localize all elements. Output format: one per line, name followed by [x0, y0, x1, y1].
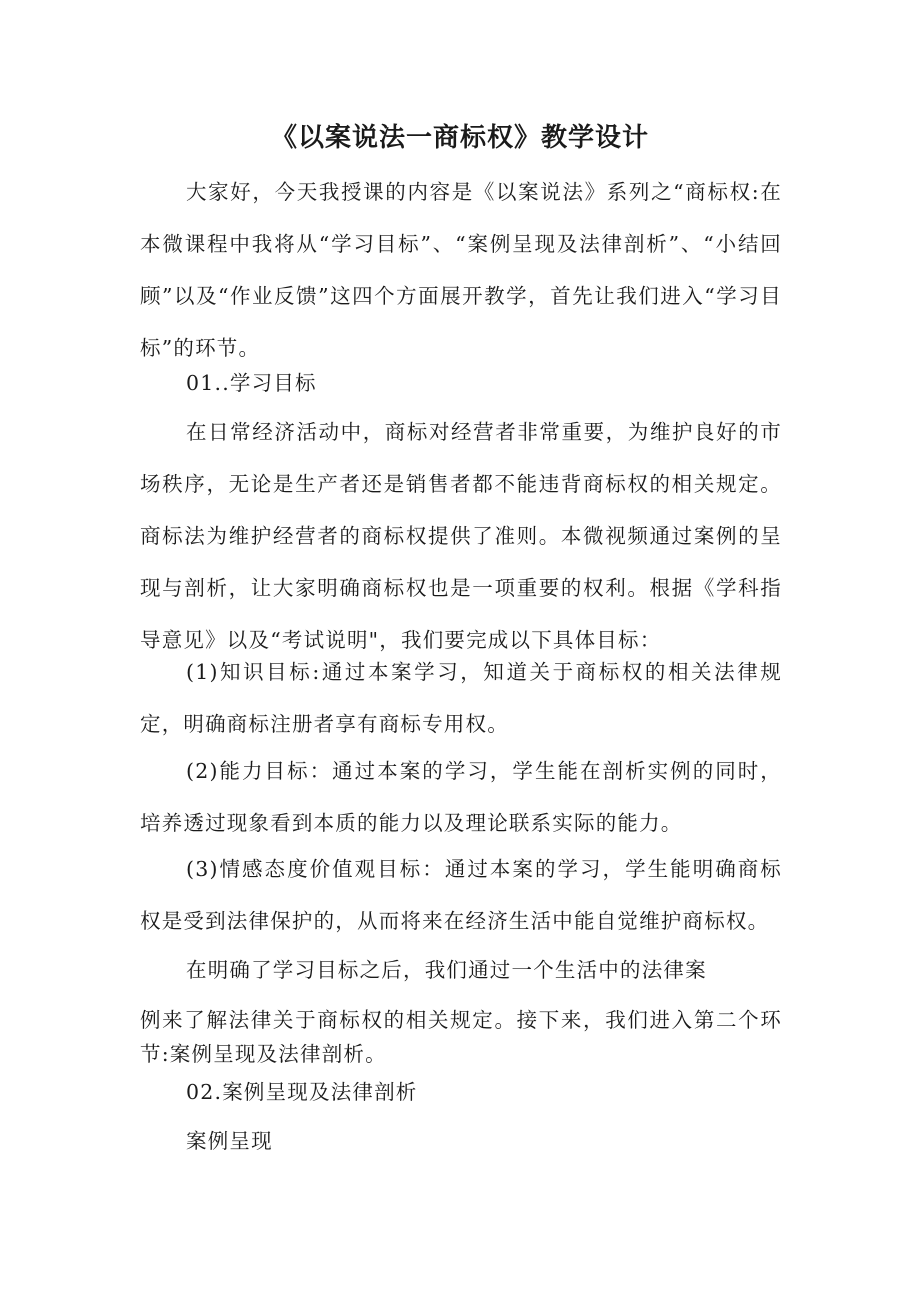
goal-knowledge: (1)知识目标:通过本案学习，知道关于商标权的相关法律规定，明确商标注册者享有商标专用权。 [140, 660, 782, 736]
section1-heading: 01..学习目标 [186, 371, 317, 395]
transition-line-1: 在明确了学习目标之后，我们通过一个生活中的法律案 [186, 958, 707, 982]
section1-paragraph: 在日常经济活动中，商标对经营者非常重要，为维护良好的市场秩序，无论是生产者还是销售者都不能违背商标权的相关规定。商标法为维护经营者的商标权提供了准则。本微视频通过案例的呈现与剖析，让大家明确商标权也是一项重要的权利。根据《学科指导意见》以及“考试说明"，我们要完成以下具体目标： [140, 420, 782, 652]
section2-subheading: 案例呈现 [186, 1129, 273, 1153]
goal-ability: (2)能力目标：通过本案的学习，学生能在剖析实例的同时，培养透过现象看到本质的能力以及理论联系实际的能力。 [140, 759, 782, 835]
goal-emotion: (3)情感态度价值观目标：通过本案的学习，学生能明确商标权是受到法律保护的，从而将来在经济生活中能自觉维护商标权。 [140, 857, 782, 933]
document-title: 《以案说法一商标权》教学设计 [270, 123, 649, 153]
transition-line-2: 例来了解法律关于商标权的相关规定。接下来，我们进入第二个环节:案例呈现及法律剖析。 [140, 1008, 782, 1066]
section2-heading: 02.案例呈现及法律剖析 [186, 1080, 418, 1104]
intro-paragraph: 大家好，今天我授课的内容是《以案说法》系列之“商标权:在本微课程中我将从“学习目标”、“案例呈现及法律剖析”、“小结回顾”以及“作业反馈”这四个方面展开教学，首先让我们进入“学习目标”的环节。 [140, 180, 782, 360]
